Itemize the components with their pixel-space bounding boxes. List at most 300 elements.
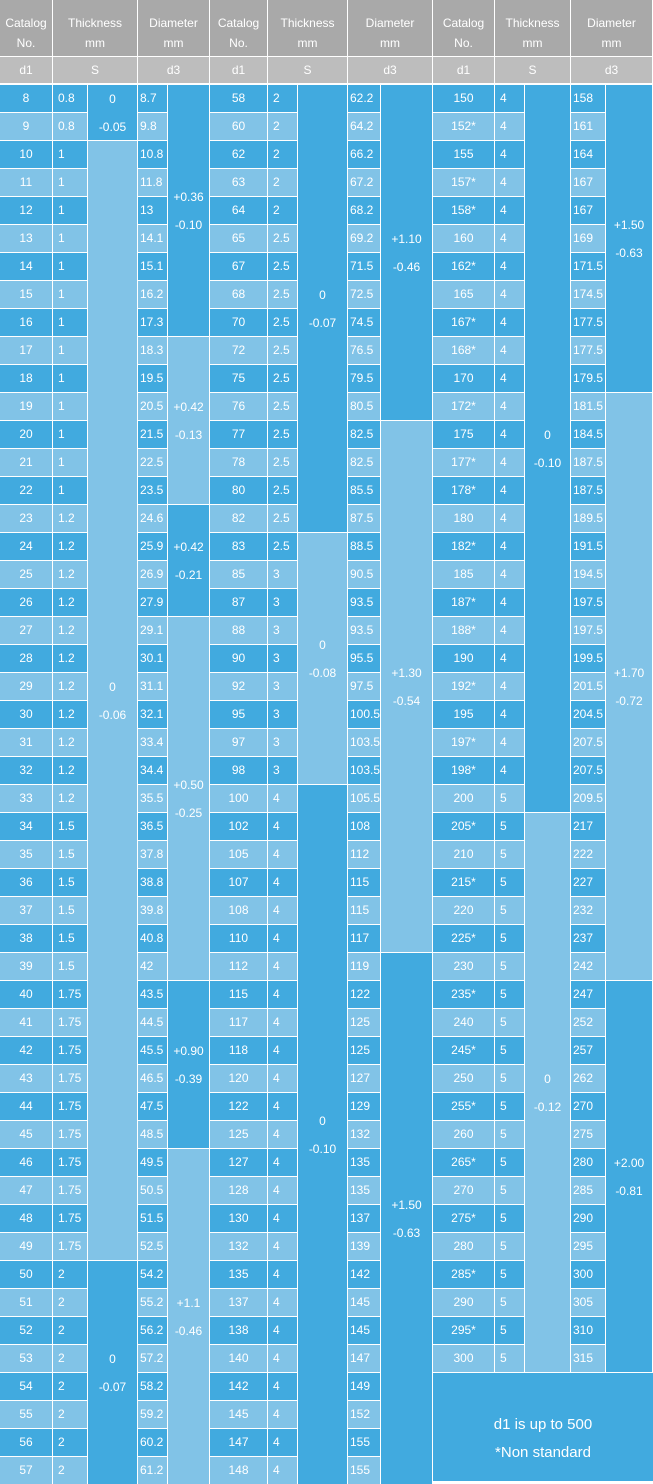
diameter-tolerance	[381, 85, 432, 420]
diameter-cell	[348, 1261, 380, 1288]
catalog-number: 290	[453, 1295, 474, 1309]
thickness-cell	[495, 1289, 524, 1316]
thickness-value: 2	[58, 1295, 65, 1309]
catalog-number: 28	[19, 651, 33, 665]
diameter-cell	[571, 113, 605, 140]
diameter-value: 19.5	[140, 371, 164, 385]
catalog-number: 220	[453, 903, 474, 917]
tolerance-upper: +0.36	[173, 189, 204, 204]
catalog-number-cell	[210, 897, 267, 924]
catalog-number-cell	[0, 477, 52, 504]
diameter-cell	[138, 785, 167, 812]
thickness-value: 1.75	[58, 1099, 82, 1113]
thickness-cell	[53, 1037, 87, 1064]
diameter-value: 139	[350, 1239, 371, 1253]
catalog-number: 295*	[451, 1323, 476, 1337]
catalog-number: 62	[231, 147, 246, 161]
catalog-number: 77	[231, 427, 246, 441]
thickness-value: 3	[273, 735, 280, 749]
catalog-number: 117	[228, 1015, 249, 1029]
diameter-value: 217	[573, 819, 594, 833]
catalog-number-cell	[210, 281, 267, 308]
diameter-value: 25.9	[140, 539, 164, 553]
diameter-cell	[138, 1149, 167, 1176]
catalog-number-cell	[0, 253, 52, 280]
thickness-cell	[268, 785, 297, 812]
diameter-value: 62.2	[350, 91, 374, 105]
diameter-value: 122	[350, 987, 371, 1001]
thickness-cell	[268, 1233, 297, 1260]
diameter-cell	[138, 1205, 167, 1232]
diameter-value: 285	[573, 1183, 594, 1197]
catalog-number: 170	[453, 371, 474, 385]
catalog-number-cell	[0, 1457, 52, 1484]
column-header	[0, 0, 52, 56]
thickness-value: 1.2	[58, 791, 75, 805]
column-header-unit: mm	[85, 36, 105, 50]
thickness-tolerance	[298, 533, 347, 784]
diameter-value: 71.5	[350, 259, 374, 273]
diameter-cell	[348, 197, 380, 224]
thickness-value: 4	[273, 1295, 280, 1309]
catalog-number-cell	[210, 981, 267, 1008]
thickness-value: 5	[500, 1267, 507, 1281]
catalog-number-cell	[433, 925, 494, 952]
thickness-cell	[268, 1205, 297, 1232]
tolerance-lower: -0.46	[392, 259, 421, 274]
diameter-value: 74.5	[350, 315, 374, 329]
thickness-value: 4	[500, 259, 507, 273]
diameter-value: 80.5	[350, 399, 374, 413]
catalog-number: 230	[453, 959, 474, 973]
diameter-cell	[138, 281, 167, 308]
footnote	[433, 1373, 653, 1481]
diameter-cell	[571, 1233, 605, 1260]
catalog-number-cell	[0, 141, 52, 168]
thickness-cell	[53, 1373, 87, 1400]
thickness-value: 2.5	[273, 259, 290, 273]
thickness-cell	[53, 1233, 87, 1260]
diameter-value: 27.9	[140, 595, 164, 609]
diameter-cell	[348, 785, 380, 812]
catalog-number-cell	[0, 897, 52, 924]
catalog-number: 205*	[451, 819, 476, 833]
diameter-value: 135	[350, 1183, 371, 1197]
catalog-number-cell	[0, 701, 52, 728]
diameter-cell	[348, 85, 380, 112]
catalog-number-cell	[0, 645, 52, 672]
catalog-number: 148	[228, 1463, 249, 1477]
column-header-unit: mm	[297, 36, 318, 50]
thickness-value: 4	[273, 987, 280, 1001]
catalog-number: 137	[228, 1295, 249, 1309]
catalog-number-cell	[0, 953, 52, 980]
catalog-number: 80	[231, 483, 246, 497]
thickness-value: 1.5	[58, 931, 75, 945]
diameter-cell	[571, 757, 605, 784]
diameter-value: 8.7	[140, 91, 157, 105]
catalog-number-cell	[210, 393, 267, 420]
diameter-cell	[138, 897, 167, 924]
catalog-number-cell	[0, 1205, 52, 1232]
thickness-cell	[268, 897, 297, 924]
tolerance-upper: +1.50	[391, 1197, 422, 1212]
catalog-number-cell	[0, 505, 52, 532]
thickness-cell	[495, 589, 524, 616]
diameter-tolerance	[606, 85, 652, 392]
thickness-cell	[53, 421, 87, 448]
catalog-number: 128	[228, 1183, 249, 1197]
thickness-value: 4	[273, 819, 280, 833]
thickness-cell	[268, 757, 297, 784]
catalog-number: 185	[453, 567, 474, 581]
diameter-value: 82.5	[350, 455, 374, 469]
thickness-cell	[53, 1401, 87, 1428]
column-symbol-label: d3	[604, 63, 619, 77]
thickness-value: 4	[500, 567, 507, 581]
thickness-value: 4	[273, 1351, 280, 1365]
thickness-value: 5	[500, 1323, 507, 1337]
diameter-value: 227	[573, 875, 594, 889]
catalog-number: 235*	[451, 987, 476, 1001]
diameter-cell	[348, 309, 380, 336]
diameter-value: 108	[350, 819, 371, 833]
thickness-cell	[53, 1121, 87, 1148]
catalog-number: 24	[19, 539, 33, 553]
diameter-value: 35.5	[140, 791, 164, 805]
diameter-cell	[571, 393, 605, 420]
diameter-tolerance	[168, 617, 209, 980]
diameter-cell	[571, 841, 605, 868]
catalog-number-cell	[433, 281, 494, 308]
diameter-cell	[138, 1065, 167, 1092]
thickness-tolerance	[298, 85, 347, 532]
catalog-number-cell	[433, 1317, 494, 1344]
column-symbol-label: d1	[456, 63, 471, 77]
thickness-cell	[495, 925, 524, 952]
tolerance-upper: +1.10	[391, 231, 422, 246]
catalog-number-cell	[433, 897, 494, 924]
thickness-cell	[495, 897, 524, 924]
catalog-number: 97	[231, 735, 246, 749]
thickness-value: 2.5	[273, 399, 290, 413]
tolerance-upper: 0	[319, 1113, 326, 1128]
diameter-value: 295	[573, 1239, 594, 1253]
diameter-value: 132	[350, 1127, 371, 1141]
thickness-cell	[495, 757, 524, 784]
thickness-value: 4	[500, 679, 507, 693]
catalog-number: 67	[231, 259, 246, 273]
diameter-cell	[138, 981, 167, 1008]
diameter-value: 9.8	[140, 119, 157, 133]
thickness-cell	[53, 1093, 87, 1120]
thickness-value: 5	[500, 1043, 507, 1057]
diameter-cell	[348, 505, 380, 532]
diameter-cell	[138, 589, 167, 616]
diameter-cell	[571, 533, 605, 560]
thickness-value: 1	[58, 147, 65, 161]
thickness-cell	[53, 505, 87, 532]
catalog-number: 12	[19, 203, 33, 217]
diameter-cell	[138, 253, 167, 280]
thickness-value: 4	[500, 511, 507, 525]
catalog-number: 16	[19, 315, 33, 329]
tolerance-upper: 0	[109, 1351, 116, 1366]
diameter-value: 16.2	[140, 287, 164, 301]
tolerance-lower: -0.25	[174, 805, 203, 820]
catalog-number-cell	[210, 1457, 267, 1484]
diameter-cell	[571, 925, 605, 952]
catalog-number: 57	[19, 1463, 33, 1477]
thickness-value: 4	[500, 371, 507, 385]
column-symbol-label: d1	[231, 63, 246, 77]
thickness-value: 5	[500, 959, 507, 973]
thickness-value: 3	[273, 707, 280, 721]
thickness-cell	[268, 813, 297, 840]
thickness-cell	[53, 1065, 87, 1092]
thickness-cell	[53, 365, 87, 392]
diameter-value: 270	[573, 1099, 594, 1113]
diameter-cell	[348, 1457, 380, 1484]
column-header	[571, 0, 652, 56]
catalog-number-cell	[0, 1121, 52, 1148]
catalog-number: 50	[19, 1267, 33, 1281]
catalog-number-cell	[210, 365, 267, 392]
diameter-cell	[571, 281, 605, 308]
catalog-number-cell	[210, 197, 267, 224]
diameter-cell	[348, 981, 380, 1008]
thickness-value: 1.2	[58, 595, 75, 609]
diameter-cell	[571, 169, 605, 196]
diameter-value: 52.5	[140, 1239, 164, 1253]
thickness-value: 1	[58, 427, 65, 441]
catalog-number: 172*	[451, 399, 476, 413]
diameter-value: 43.5	[140, 987, 164, 1001]
diameter-cell	[348, 253, 380, 280]
catalog-number-cell	[433, 673, 494, 700]
diameter-value: 23.5	[140, 483, 164, 497]
thickness-cell	[495, 309, 524, 336]
thickness-value: 1.75	[58, 1155, 82, 1169]
diameter-cell	[348, 1233, 380, 1260]
thickness-value: 4	[500, 119, 507, 133]
diameter-cell	[348, 421, 380, 448]
catalog-number-cell	[433, 785, 494, 812]
diameter-cell	[571, 617, 605, 644]
diameter-tolerance	[381, 953, 432, 1484]
thickness-cell	[268, 1009, 297, 1036]
column-header-title: Catalog	[5, 16, 47, 30]
tolerance-lower: -0.12	[533, 1099, 562, 1114]
thickness-value: 4	[273, 1183, 280, 1197]
thickness-value: 1	[58, 175, 65, 189]
diameter-cell	[138, 869, 167, 896]
thickness-value: 1.75	[58, 1127, 82, 1141]
catalog-number: 240	[453, 1015, 474, 1029]
catalog-number-cell	[433, 365, 494, 392]
diameter-value: 14.1	[140, 231, 164, 245]
catalog-number-cell	[210, 169, 267, 196]
catalog-number: 177*	[451, 455, 476, 469]
diameter-value: 280	[573, 1155, 594, 1169]
thickness-value: 3	[273, 763, 280, 777]
thickness-value: 1	[58, 371, 65, 385]
catalog-number-cell	[433, 477, 494, 504]
thickness-value: 2	[273, 119, 280, 133]
column-symbol	[0, 57, 52, 83]
catalog-number: 27	[19, 623, 33, 637]
diameter-value: 38.8	[140, 875, 164, 889]
tolerance-lower: -0.63	[392, 1225, 421, 1240]
tolerance-lower: -0.72	[615, 693, 643, 708]
thickness-value: 2.5	[273, 427, 290, 441]
diameter-cell	[571, 561, 605, 588]
thickness-cell	[495, 953, 524, 980]
diameter-tolerance	[606, 393, 652, 980]
catalog-number: 210	[453, 847, 474, 861]
catalog-number: 132	[228, 1239, 249, 1253]
diameter-cell	[138, 1177, 167, 1204]
thickness-cell	[268, 981, 297, 1008]
diameter-value: 237	[573, 931, 594, 945]
diameter-value: 145	[350, 1323, 371, 1337]
diameter-cell	[571, 645, 605, 672]
thickness-value: 4	[500, 203, 507, 217]
catalog-number: 21	[19, 455, 33, 469]
diameter-value: 59.2	[140, 1407, 164, 1421]
tolerance-lower: -0.10	[308, 1141, 337, 1156]
diameter-cell	[348, 365, 380, 392]
diameter-value: 17.3	[140, 315, 164, 329]
thickness-value: 4	[273, 1463, 280, 1477]
thickness-value: 5	[500, 987, 507, 1001]
diameter-cell	[348, 1205, 380, 1232]
thickness-value: 4	[273, 1127, 280, 1141]
catalog-number: 43	[19, 1071, 33, 1085]
diameter-value: 11.8	[140, 175, 163, 189]
catalog-number: 22	[19, 483, 33, 497]
catalog-number-cell	[0, 925, 52, 952]
thickness-cell	[53, 1205, 87, 1232]
catalog-number-cell	[433, 981, 494, 1008]
diameter-value: 69.2	[350, 231, 374, 245]
catalog-number-cell	[210, 1205, 267, 1232]
diameter-cell	[138, 197, 167, 224]
diameter-cell	[571, 1289, 605, 1316]
catalog-number: 138	[228, 1323, 249, 1337]
diameter-cell	[138, 1429, 167, 1456]
thickness-cell	[495, 673, 524, 700]
diameter-cell	[571, 701, 605, 728]
diameter-value: 100.5	[350, 707, 381, 721]
tolerance-upper: +0.90	[173, 1043, 204, 1058]
catalog-number-cell	[0, 1093, 52, 1120]
diameter-value: 171.5	[573, 259, 604, 273]
thickness-value: 5	[500, 1239, 507, 1253]
diameter-value: 42	[140, 959, 154, 973]
catalog-number: 105	[228, 847, 249, 861]
catalog-number-cell	[433, 1205, 494, 1232]
catalog-number: 95	[231, 707, 246, 721]
catalog-number: 25	[19, 567, 33, 581]
thickness-cell	[268, 197, 297, 224]
catalog-number-cell	[210, 1121, 267, 1148]
tolerance-upper: +1.1	[176, 1295, 201, 1310]
thickness-cell	[268, 1429, 297, 1456]
diameter-tolerance	[168, 85, 209, 336]
thickness-cell	[53, 253, 87, 280]
diameter-value: 46.5	[140, 1071, 164, 1085]
diameter-cell	[138, 141, 167, 168]
catalog-number: 8	[22, 91, 30, 105]
thickness-cell	[495, 1121, 524, 1148]
tolerance-upper: +0.42	[173, 399, 204, 414]
column-header-unit: No.	[229, 36, 248, 50]
catalog-number-cell	[210, 1037, 267, 1064]
thickness-cell	[53, 561, 87, 588]
catalog-number-cell	[0, 1373, 52, 1400]
diameter-cell	[571, 1177, 605, 1204]
tolerance-upper: 0	[109, 91, 116, 106]
column-symbol-label: d3	[166, 63, 181, 77]
thickness-cell	[495, 85, 524, 112]
thickness-cell	[268, 1401, 297, 1428]
thickness-cell	[53, 785, 87, 812]
catalog-number-cell	[433, 1261, 494, 1288]
catalog-number-cell	[433, 729, 494, 756]
thickness-tolerance	[88, 85, 137, 140]
tolerance-lower: -0.13	[174, 427, 203, 442]
thickness-cell	[495, 1177, 524, 1204]
diameter-value: 147	[350, 1351, 371, 1365]
column-header	[433, 0, 494, 56]
catalog-number-cell	[433, 1177, 494, 1204]
column-header-title: Diameter	[587, 16, 636, 30]
thickness-cell	[53, 1009, 87, 1036]
thickness-cell	[53, 813, 87, 840]
thickness-cell	[495, 701, 524, 728]
thickness-cell	[495, 645, 524, 672]
catalog-number: 37	[19, 903, 33, 917]
thickness-cell	[53, 953, 87, 980]
column-symbol	[348, 57, 432, 83]
diameter-cell	[571, 813, 605, 840]
catalog-number-cell	[0, 617, 52, 644]
thickness-cell	[268, 925, 297, 952]
thickness-cell	[53, 393, 87, 420]
column-header	[138, 0, 209, 56]
catalog-number-cell	[433, 757, 494, 784]
diameter-value: 119	[350, 959, 370, 973]
catalog-number-cell	[210, 645, 267, 672]
catalog-number-cell	[0, 197, 52, 224]
diameter-value: 137	[350, 1211, 371, 1225]
diameter-value: 177.5	[573, 343, 604, 357]
diameter-cell	[138, 925, 167, 952]
catalog-number-cell	[433, 1037, 494, 1064]
diameter-value: 64.2	[350, 119, 374, 133]
thickness-value: 4	[273, 1323, 280, 1337]
thickness-value: 4	[273, 1099, 280, 1113]
diameter-value: 95.5	[350, 651, 374, 665]
thickness-cell	[268, 365, 297, 392]
diameter-cell	[138, 1317, 167, 1344]
diameter-value: 24.6	[140, 511, 164, 525]
thickness-cell	[53, 281, 87, 308]
thickness-value: 4	[500, 231, 507, 245]
diameter-value: 155	[350, 1463, 371, 1477]
thickness-cell	[53, 169, 87, 196]
